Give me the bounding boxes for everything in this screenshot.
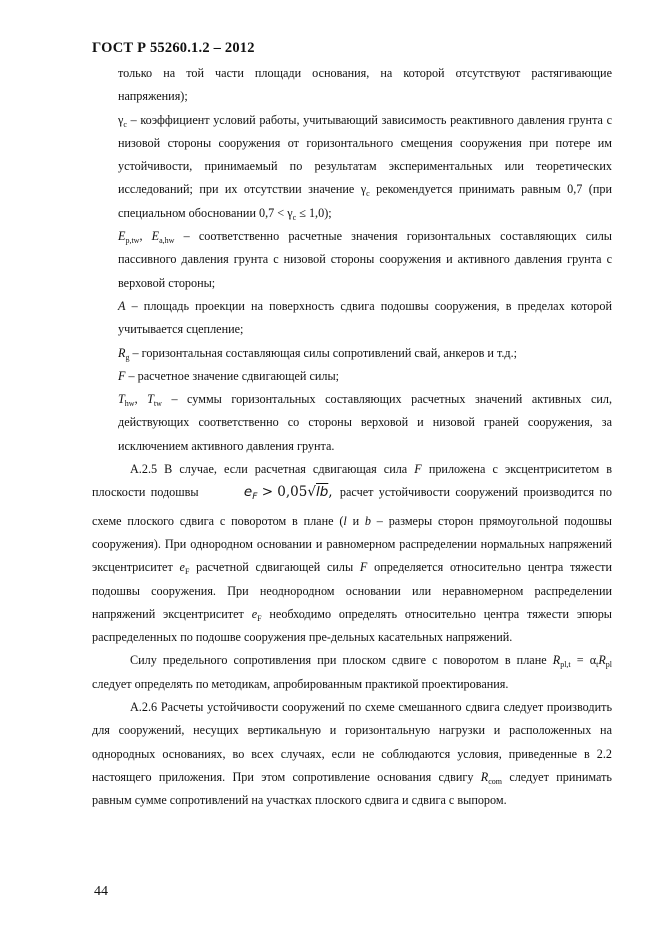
formula-root: √	[307, 484, 316, 501]
formula-e: e	[243, 484, 253, 501]
a25-symbol-F-2: F	[359, 560, 368, 575]
definition-gamma-text-3: ≤ 1,0);	[296, 205, 332, 220]
symbol-F: F	[118, 368, 126, 383]
symbol-separator-2: ,	[134, 392, 148, 407]
definition-t	[92, 388, 612, 458]
symbol-separator: ,	[139, 229, 152, 244]
definition-e-forces	[92, 225, 612, 295]
symbol-T-hw: T	[118, 392, 125, 407]
symbol-gamma-sub: c	[123, 119, 127, 129]
symbol-E-p: E	[118, 229, 126, 244]
formula-operator: > 0,05	[257, 484, 308, 501]
definition-e-text: – соответственно расчетные значения горизонтальных составляющих силы пассивного давления грунта с низовой стороны сооружения и активного давления грунта с верховой стороны;	[118, 229, 612, 290]
a25-symbol-F: F	[414, 462, 422, 477]
a25-text-7: необходимо определять относительно центра тяжести эпюры распределенных по подошве сооружения пре-дельных касательных напряжений.	[92, 606, 612, 645]
definition-rg-text: – горизонтальная составляющая силы сопротивлений свай, анкеров и т.д.;	[129, 345, 518, 360]
a25-and: и	[346, 513, 365, 528]
symbol-gamma: γ	[118, 112, 124, 127]
symbol-A: A	[118, 298, 126, 313]
symbol-R-sub: g	[125, 352, 130, 362]
a25-text-3: расчет устойчивости сооружений производится по схеме плоского сдвига с поворотом в плане (	[92, 485, 612, 528]
a25-text-6: определяется относительно центра тяжести подошвы сооружения. При неоднородном основании или неравномерном распределении напряжений эксцентриситет	[92, 560, 612, 621]
symbol-gamma-sub-2: c	[366, 189, 370, 199]
formula-comma: ,	[328, 484, 333, 501]
a25-text-2: приложена с эксцентриситетом в плоскости подошвы	[92, 462, 613, 500]
definition-gamma-text-2: рекомендуется принимать равным 0,7 (при специальном обосновании 0,7 < γ	[118, 182, 613, 220]
definition-rg	[92, 342, 612, 365]
a26-text-1: А.2.6 Расчеты устойчивости сооружений по схеме смешанного сдвига следует производить для сооружений, несущих вертикальную и горизонтальную нагрузки и расположенных на однородных основаниях, во всех случаях, если не соблюдаются условия, приведенные в 2.2 настоящего приложения. При этом сопротивление основания сдвигу	[92, 700, 612, 784]
document-header: ГОСТ Р 55260.1.2 – 2012	[92, 40, 255, 56]
limit-symbol-R-2: R	[598, 653, 606, 668]
a26-symbol-R: R	[480, 769, 489, 784]
paragraph-a26	[92, 696, 612, 812]
a25-text-1: А.2.5 В случае, если расчетная сдвигающая сила	[130, 462, 415, 477]
symbol-R: R	[118, 345, 126, 360]
symbol-T-hw-sub: hw	[124, 399, 135, 409]
limit-text-1: Силу предельного сопротивления при плоском сдвиге с поворотом в плане	[130, 653, 553, 668]
formula-e-sub: F	[252, 492, 258, 503]
a26-text-2: следует принимать равным сумме сопротивлений на участках плоского сдвига и сдвига с выпором.	[92, 769, 612, 808]
limit-alpha-sub: t	[596, 660, 599, 670]
limit-symbol-R-sub: pl,t	[560, 660, 571, 670]
a25-symbol-eF: e	[179, 560, 185, 575]
a25-symbol-l: l	[343, 513, 347, 528]
definition-continuation: только на той части площади основания, на которой отсутствуют растягивающие напряжения);	[118, 66, 612, 104]
a25-text-5: расчетной сдвигающей силы	[189, 560, 360, 575]
symbol-E-a-sub: a,hw	[159, 236, 175, 246]
symbol-E-p-sub: p,tw	[125, 236, 140, 246]
definition-t-text: – суммы горизонтальных составляющих расчетных значений активных сил, действующих соответственно со стороны верховой и низовой граней сооружения, за исключением активного давления грунта.	[118, 392, 613, 453]
page-number: 44	[94, 884, 108, 899]
formula-argument: lb	[315, 484, 329, 501]
definition-gamma-text: – коэффициент условий работы, учитывающий зависимость реактивного давления грунта с низовой стороны сооружения от горизонтального смещения сооружения при потере им устойчивости, принимаемый по результатам экспериментальных или теоретических исследований; при их отсутствии значение γ	[118, 112, 612, 197]
definition-gamma-c	[92, 109, 612, 225]
symbol-gamma-sub-3: c	[292, 212, 297, 222]
eccentricity-formula	[204, 481, 335, 509]
definition-f-text: – расчетное значение сдвигающей силы;	[125, 368, 340, 383]
paragraph-a25	[92, 458, 612, 649]
a26-symbol-R-sub: com	[488, 776, 503, 786]
symbol-T-tw: T	[147, 392, 154, 407]
a25-symbol-eF-2: e	[251, 606, 258, 621]
definition-area-text: – площадь проекции на поверхность сдвига подошвы сооружения, в пределах которой учитывается сцепление;	[118, 298, 612, 337]
page-body	[92, 62, 612, 813]
symbol-T-tw-sub: tw	[153, 399, 162, 409]
a25-symbol-b: b	[364, 513, 371, 528]
a25-symbol-eF-sub: F	[184, 567, 190, 577]
definition-area	[92, 295, 612, 342]
a25-symbol-eF-2-sub: F	[257, 613, 262, 623]
limit-symbol-R: R	[552, 653, 561, 668]
symbol-E-a: E	[151, 229, 160, 244]
a25-text-4: – размеры сторон прямоугольной подошвы сооружения). При однородном основании и равномерном распределении нормальных напряжений эксцентриситет	[92, 513, 612, 575]
limit-symbol-R-2-sub: pl	[605, 660, 613, 670]
paragraph-limit-resistance	[92, 649, 612, 696]
limit-text-2: следует определять по методикам, апробированным практикой проектирования.	[92, 676, 509, 691]
limit-equals-alpha: = α	[570, 653, 597, 668]
definition-f	[92, 365, 612, 388]
